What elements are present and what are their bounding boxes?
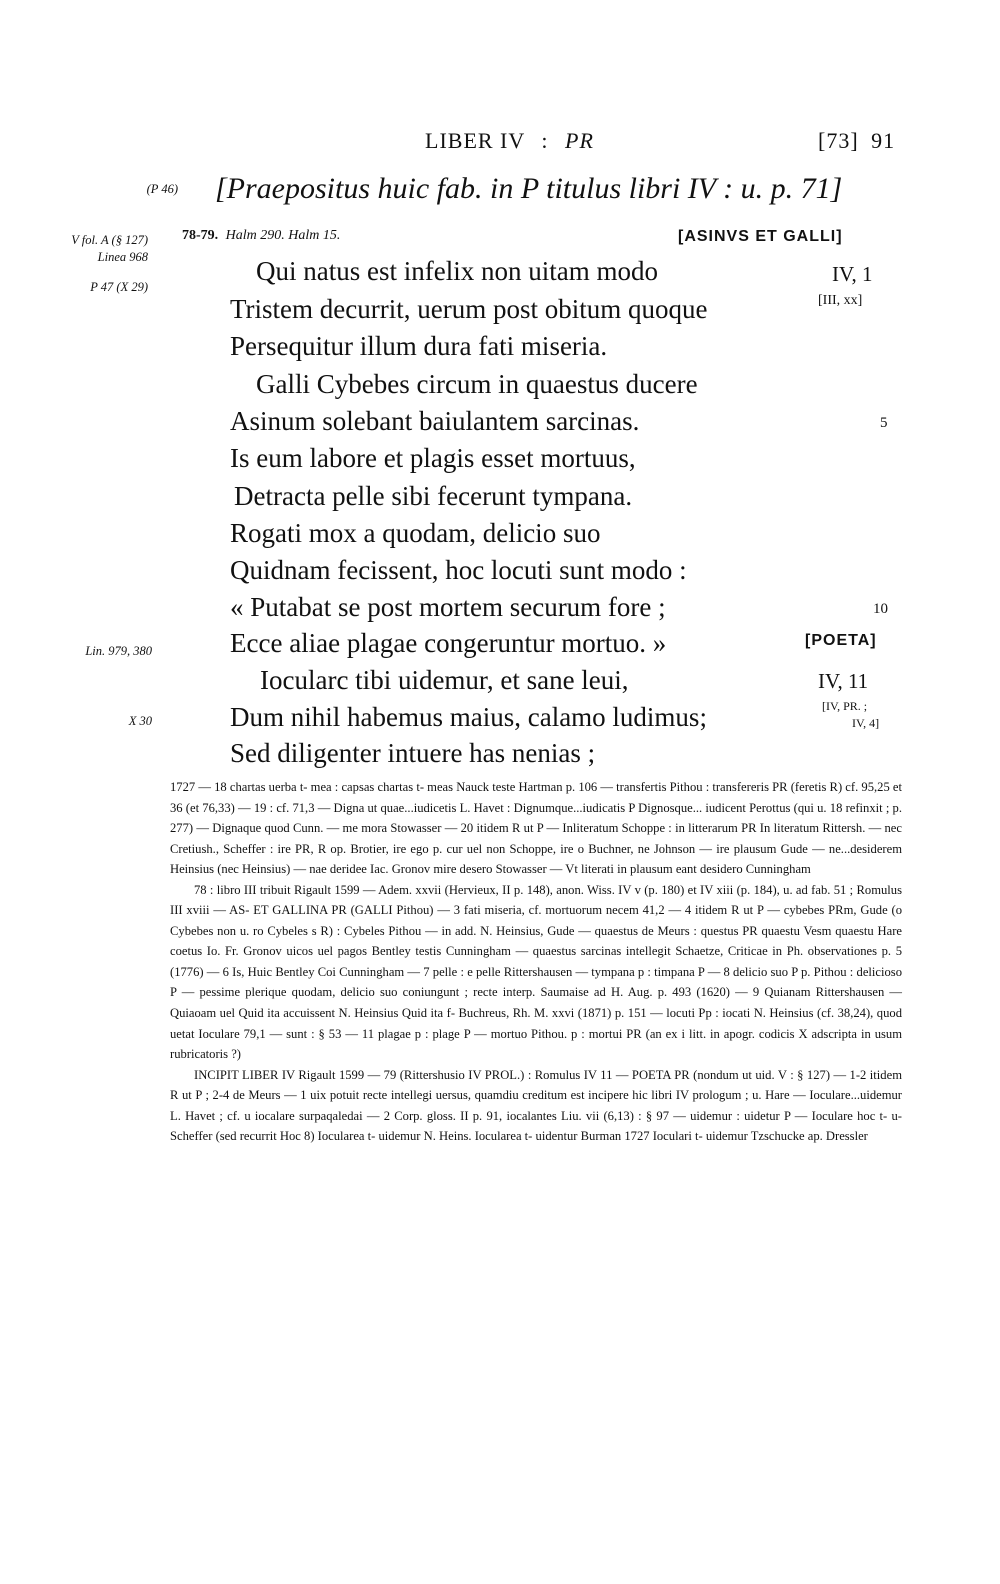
margin-ref: V fol. A (§ 127) <box>71 233 148 247</box>
margin-ref: Lin. 979, 380 <box>85 644 152 658</box>
apparatus-paragraph: 78 : libro III tribuit Rigault 1599 — Adem. xxvii (Hervieux, II p. 148), anon. Wiss. IV v (p. 180) et IV xiii (p. 184), u. ad fab. 51 ; Romulus III xviii — AS- ET GALLINA PR (GALLI Pithou) — 3 fati miseria, cf. mortuorum necem 41,2 — 4 itidem R ut P — cybebes PRm, Gude (o Cybebes non u. ro Cybeles s R) : Cybeles Pithou — in add. N. Heinsius, Gude — quaestus de Meurs : questus PR quaestu Vesm quaestu Hare coetus Io. Fr. Gronov uicos uel pagos Bentley testis Cunningham — quaestus sarcinas intellegit Schaetze, Criticae in Ph. observationes p. 5 (1776) — 6 Is, Huic Bentley Coi Cunningham — 7 pelle : e pelle Rittershausen — tympana p : timpana P — 8 delicio suo P p. Pithou : delicioso P — pessime plerique quodam, delicio suo coniungunt ; recte interp. Saumaise ad H. Aug. p. 493 (1620) — 9 Quianam Rittershausen — Quiaoam uel Quid ita accuissent N. Heinsius Quid ita f- Buchreus, Rh. M. xxvi (1871) p. 151 — locuti Pp : iocati N. Heinsius (cf. 38,24), quod uetat Ioculare 79,1 — sunt : § 53 — 11 plagae p : plage P — mortuo Pithou. p : mortui PR (an ex i litt. in apogr. codicis X adscripta in usum rubricatoris ?) <box>170 882 902 1062</box>
prefatory-note: [Praepositus huic fab. in P titulus libri IV : u. p. 71] <box>215 172 843 205</box>
critical-apparatus <box>170 777 902 1147</box>
section-label: [POETA] <box>805 632 877 649</box>
running-header <box>425 128 594 154</box>
book-ref: [IV, PR. ; <box>822 699 868 713</box>
margin-ref: Linea 968 <box>97 250 148 264</box>
margin-ref: (P 46) <box>146 182 178 196</box>
poem-line: Rogati mox a quodam, delicio suo <box>230 518 601 548</box>
line-number: 10 <box>873 601 888 617</box>
book-ref: IV, 4] <box>852 716 880 730</box>
poem-line: Persequitur illum dura fati miseria. <box>230 331 608 361</box>
poem-line: « Putabat se post mortem securum fore ; <box>230 592 666 622</box>
poem-line: Ecce aliae plagae congeruntur mortuo. » <box>230 628 667 658</box>
poem-line: Sed diligenter intuere has nenias ; <box>230 738 596 768</box>
poem-line: Tristem decurrit, uerum post obitum quoque <box>230 294 708 324</box>
poem-line: Qui natus est infelix non uitam modo <box>256 256 658 286</box>
book-ref: IV, 1 <box>832 262 873 286</box>
page-num: 91 <box>871 128 896 153</box>
line-number: 5 <box>880 415 888 431</box>
margin-ref: P 47 (X 29) <box>90 280 148 294</box>
fable-number: 78-79. <box>182 228 219 243</box>
poem-line: Detracta pelle sibi fecerunt tympana. <box>234 481 633 511</box>
poem-line: Dum nihil habemus maius, calamo ludimus; <box>230 702 707 732</box>
fable-title: [ASINVS ET GALLI] <box>678 228 843 245</box>
poem-line: Quidnam fecissent, hoc locuti sunt modo : <box>230 555 687 585</box>
book-ref: IV, 11 <box>818 669 869 693</box>
fable-refs: Halm 290. Halm 15. <box>225 228 341 243</box>
apparatus-paragraph: INCIPIT LIBER IV Rigault 1599 — 79 (Rittershusio IV PROL.) : Romulus IV 11 — POETA PR (nondum ut uid. V : § 127) — 1-2 itidem R ut P ; 2-4 de Meurs — 1 uix potuit recte intellegi uersus, quamdiu creditum est incipere hic libri IV prologum ; u. Hare — Ioculare...uidemur L. Havet ; cf. u iocalare surpaqaledai — 2 Corp. gloss. II p. 91, iocalantes Liu. vii (6,13) : § 97 — uidemur : uidetur P — Ioculare hoc t- u- Scheffer (sed recurrit Hoc 8) Iocularea t- uidemur N. Heins. Iocularea t- uidentur Burman 1727 Ioculari t- uidemur Tzschucke ap. Dressler <box>170 1067 902 1144</box>
margin-ref: X 30 <box>128 714 152 728</box>
apparatus-paragraph: 1727 — 18 chartas uerba t- mea : capsas chartas t- meas Nauck teste Hartman p. 106 — transfertis Pithou : transfereris PR (feretis R) cf. 95,25 et 36 (et 76,33) — 19 : cf. 71,3 — Digna ut quae...iudicetis L. Havet : Dignumque...iudicatis P Dignosque... iudicent Perottus (qui u. 18 refinxit ; p. 277) — Dignaque quod Cunn. — me mora Stowasser — 20 itidem R ut P — Inliteratum Schoppe : in litterarum PR In literatum Rittersh. — nec Cretiush., Scheffer : ire PR, R op. Brotier, ire ego p. cur uel non Schoppe, ire o Buchner, ne Johnson — ire plausum Gude — ne...desiderem Heinsius (nec Heinsius) — nae deridee Iac. Gronov mire desero Stowasser — Vt literati in plausum eant desidero Cunningham <box>170 780 902 877</box>
fable-heading <box>182 228 340 244</box>
book-ref: [III, xx] <box>818 293 863 308</box>
header-title: LIBER IV <box>425 128 525 153</box>
poem-line: Iocularc tibi uidemur, et sane leui, <box>260 665 629 695</box>
poem-line: Galli Cybebes circum in quaestus ducere <box>256 369 698 399</box>
header-sigla: PR <box>565 128 594 153</box>
page-number <box>818 128 895 154</box>
poem-line: Asinum solebant baiulantem sarcinas. <box>230 406 640 436</box>
poem-line: Is eum labore et plagis esset mortuus, <box>230 443 636 473</box>
header-separator: : <box>541 128 549 153</box>
page-ref: [73] <box>818 128 859 153</box>
